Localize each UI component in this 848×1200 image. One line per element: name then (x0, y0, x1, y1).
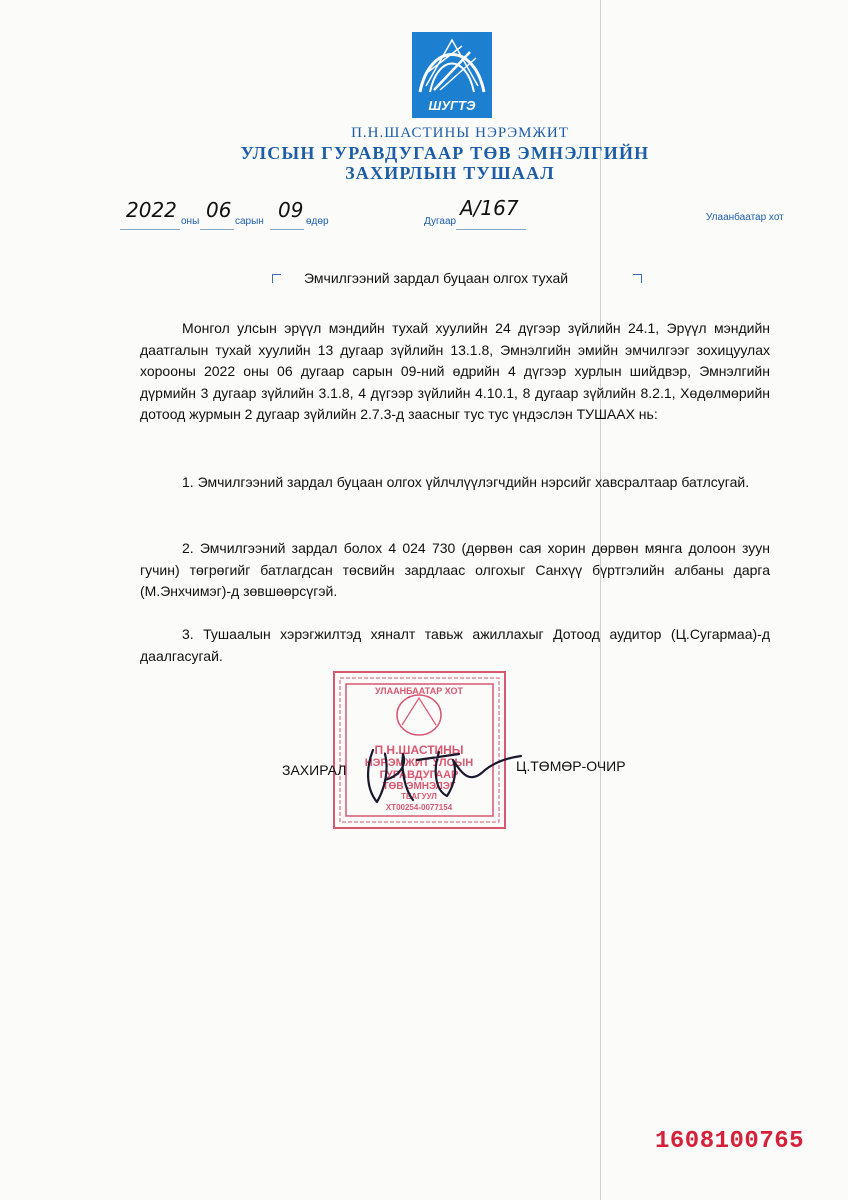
stamp-line2: НЭРЭМЖИТ УЛСЫН (364, 757, 474, 769)
stamp-line5: ТЕАГУУЛ (401, 792, 437, 801)
document-type-title: ЗАХИРЛЫН ТУШААЛ (345, 163, 555, 183)
order-item-2: 2. Эмчилгээний зардал болох 4 024 730 (дөрвөн сая хорин дөрвөн мянга долоон зуун гучин) төгрөгийг батлагдсан төсвийн зардлаас олгохыг Санхүү бүртгэлийн албаны дарга (М.Энхчимэг)-д зөвшөөрсүгэй. (140, 540, 770, 599)
stamp-line3: ГУРАВДУГААР (379, 769, 459, 781)
day-underline (270, 228, 304, 230)
number-label: Дугаар (424, 216, 457, 227)
subject-corner-left (272, 274, 281, 283)
handwritten-signature (355, 740, 525, 810)
number-underline (456, 228, 526, 230)
handwritten-day: 09 (278, 198, 304, 222)
month-underline (200, 228, 234, 230)
preamble-paragraph: Монгол улсын эрүүл мэндийн тухай хуулийн 24 дүгээр зүйлийн 24.1, Эрүүл мэндийн даатгалын тухай хуулийн 13 дугаар зүйлийн 13.1.8, Эмнэлгийн эмийн эмчилгээг зохицуулах хорооны 2022 оны 06 дугаар сарын 09-ний өдрийн 4 дүгээр хурлын шийдвэр, Эмнэлгийн дүрмийн 3 дугаар зүйлийн 3.1.8, 4 дүгээр зүйлийн 4.10.1, 8 дугаар зүйлийн 8.2.1, Хөдөлмөрийн дотоод журмын 2 дугаар зүйлийн 2.7.3-д заасныг тус тус үндэслэн ТУШААХ нь: (140, 320, 770, 422)
day-suffix: өдөр (306, 216, 329, 227)
signer-name: Ц.ТӨМӨР-ОЧИР (516, 758, 626, 774)
city-label: Улаанбаатар хот (706, 212, 784, 223)
signer-title: ЗАХИРАЛ (282, 762, 347, 778)
stamp-top-text: УЛААНБААТАР ХОТ (375, 686, 463, 696)
stamp-bottom-text: ХТ00254-0077154 (385, 803, 453, 812)
subject-title: Эмчилгээний зардал буцаан олгох тухай (304, 270, 569, 286)
document-serial-number: 1608100765 (655, 1128, 805, 1155)
handwritten-number: А/167 (460, 196, 519, 220)
org-name-line2: УЛСЫН ГУРАВДУГААР ТӨВ ЭМНЭЛГИЙН (240, 143, 650, 163)
month-suffix: сарын (235, 216, 264, 227)
order-item-3: 3. Тушаалын хэрэгжилтэд хяналт тавьж ажиллахыг Дотоод аудитор (Ц.Сугармаа)-д даалгасугай. (140, 626, 770, 664)
order-item-1: 1. Эмчилгээний зардал буцаан олгох үйлчлүүлэгчдийн нэрсийг хавсралтаар батлсугай. (182, 474, 750, 490)
handwritten-year: 2022 (126, 198, 177, 222)
handwritten-month: 06 (206, 198, 232, 222)
stamp-line4: ТӨВ ЭМНЭЛЭГ (382, 781, 456, 792)
subject-corner-right (633, 274, 642, 283)
org-name-line1: П.Н.ШАСТИНЫ НЭРЭМЖИТ (351, 125, 569, 141)
subject-block (272, 270, 642, 294)
logo-brand-text: ШУГТЭ (428, 98, 476, 113)
year-suffix: оны (181, 216, 200, 227)
year-underline (120, 228, 180, 230)
date-number-row (120, 196, 820, 232)
hospital-logo (412, 32, 492, 118)
stamp-line1: П.Н.ШАСТИНЫ (374, 743, 464, 757)
